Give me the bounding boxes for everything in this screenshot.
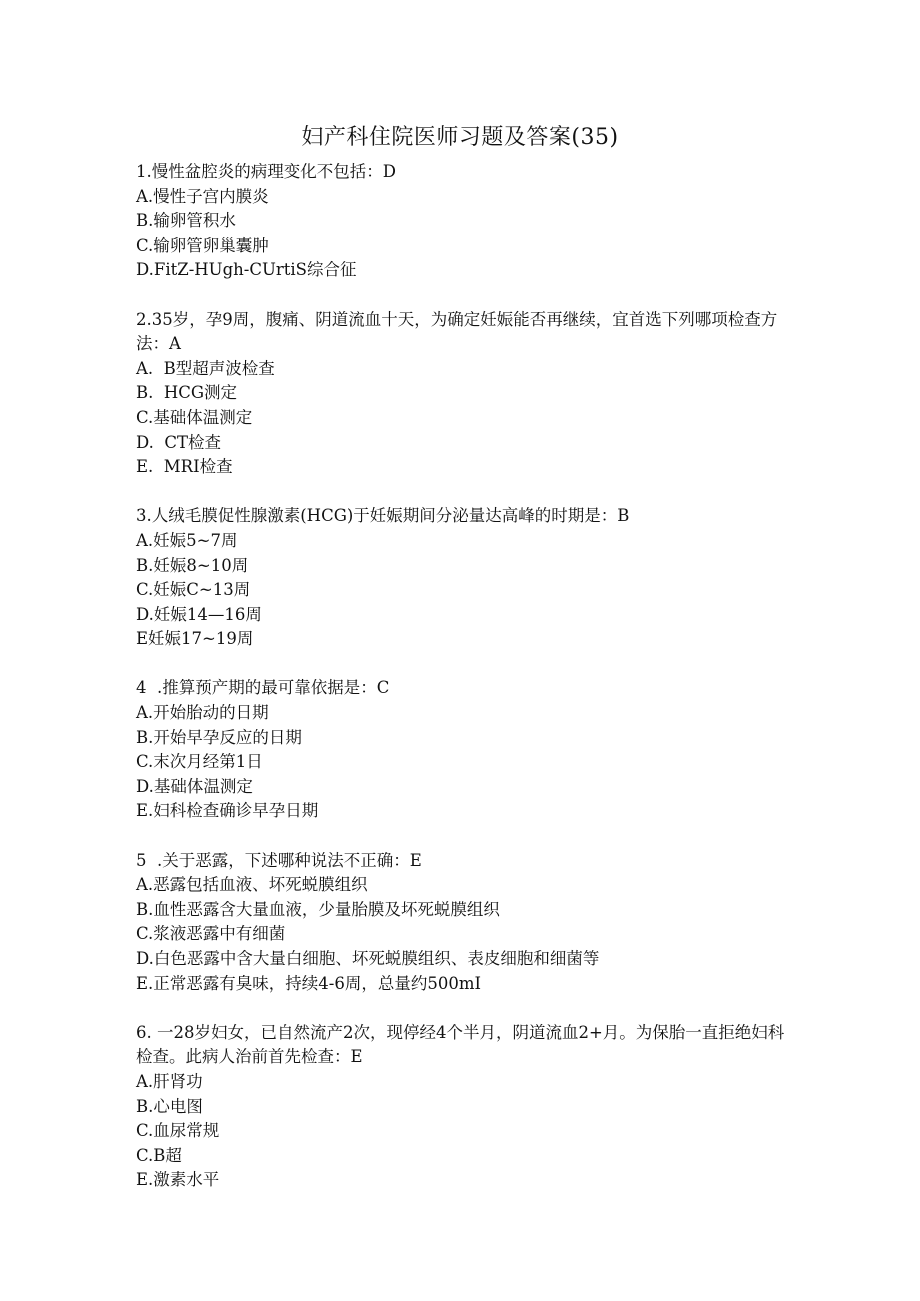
option-c: C.输卵管卵巢囊肿 (136, 235, 269, 255)
question-text: 5 .关于恶露，下述哪种说法不正确：E (136, 850, 422, 870)
option-d: D.FitZ-HUgh-CUrtiS综合征 (136, 260, 357, 280)
option-b: B. HCG测定 (136, 383, 238, 403)
option-d: D.妊娠14—16周 (136, 604, 262, 624)
question-text: 2.35岁，孕9周，腹痛、阴道流血十天，为确定妊娠能否再继续，宜首选下列哪项检查方法：A (136, 309, 778, 354)
option-a: A.慢性子宫内膜炎 (136, 186, 269, 206)
option-e: E.妇科检查确诊早孕日期 (136, 801, 319, 821)
option-c: C.基础体温测定 (136, 407, 253, 427)
option-d: D.基础体温测定 (136, 776, 253, 796)
option-a: A.开始胎动的日期 (136, 703, 269, 723)
question-list (136, 160, 796, 1218)
question-3 (136, 504, 796, 652)
question-6 (136, 1021, 796, 1193)
option-b: B.开始早孕反应的日期 (136, 727, 302, 747)
question-2 (136, 308, 796, 480)
option-e: E. MRI检查 (136, 457, 233, 477)
option-c: C.浆液恶露中有细菌 (136, 924, 286, 944)
question-text: 3.人绒毛膜促性腺激素(HCG)于妊娠期间分泌量达高峰的时期是：B (136, 506, 630, 526)
option-c: C.末次月经第1日 (136, 752, 263, 772)
option-b: B.心电图 (136, 1096, 203, 1116)
document-title: 妇产科住院医师习题及答案(35) (301, 125, 619, 150)
option-b: B.输卵管积水 (136, 211, 236, 231)
option-c: C.血尿常规 (136, 1121, 220, 1141)
option-a: A.妊娠5~7周 (136, 530, 238, 550)
option-a: A. B型超声波检查 (136, 358, 275, 378)
question-4 (136, 676, 796, 824)
option-d: D. CT检查 (136, 432, 222, 452)
question-1 (136, 160, 796, 283)
option-a: A.肝肾功 (136, 1071, 203, 1091)
option-b: B.血性恶露含大量血液，少量胎膜及坏死蜕膜组织 (136, 899, 500, 919)
option-e: E.激素水平 (136, 1170, 220, 1190)
option-e: E妊娠17~19周 (136, 629, 254, 649)
question-text: 1.慢性盆腔炎的病理变化不包括：D (136, 162, 396, 181)
question-5 (136, 849, 796, 997)
option-d: D.白色恶露中含大量白细胞、坏死蜕膜组织、表皮细胞和细菌等 (136, 949, 600, 968)
question-text: 4 .推算预产期的最可靠依据是：C (136, 678, 390, 698)
option-e: E.正常恶露有臭味，持续4-6周，总量约500mI (136, 973, 482, 993)
option-b: B.妊娠8~10周 (136, 555, 249, 575)
option-c: C.妊娠C~13周 (136, 580, 251, 600)
question-text: 6. 一28岁妇女，已自然流产2次，现停经4个半月，阴道流血2+月。为保胎一直拒绝妇科检查。此病人治前首先检查：E (136, 1022, 785, 1067)
option-d: C.B超 (136, 1145, 182, 1165)
option-a: A.恶露包括血液、坏死蜕膜组织 (136, 875, 368, 895)
